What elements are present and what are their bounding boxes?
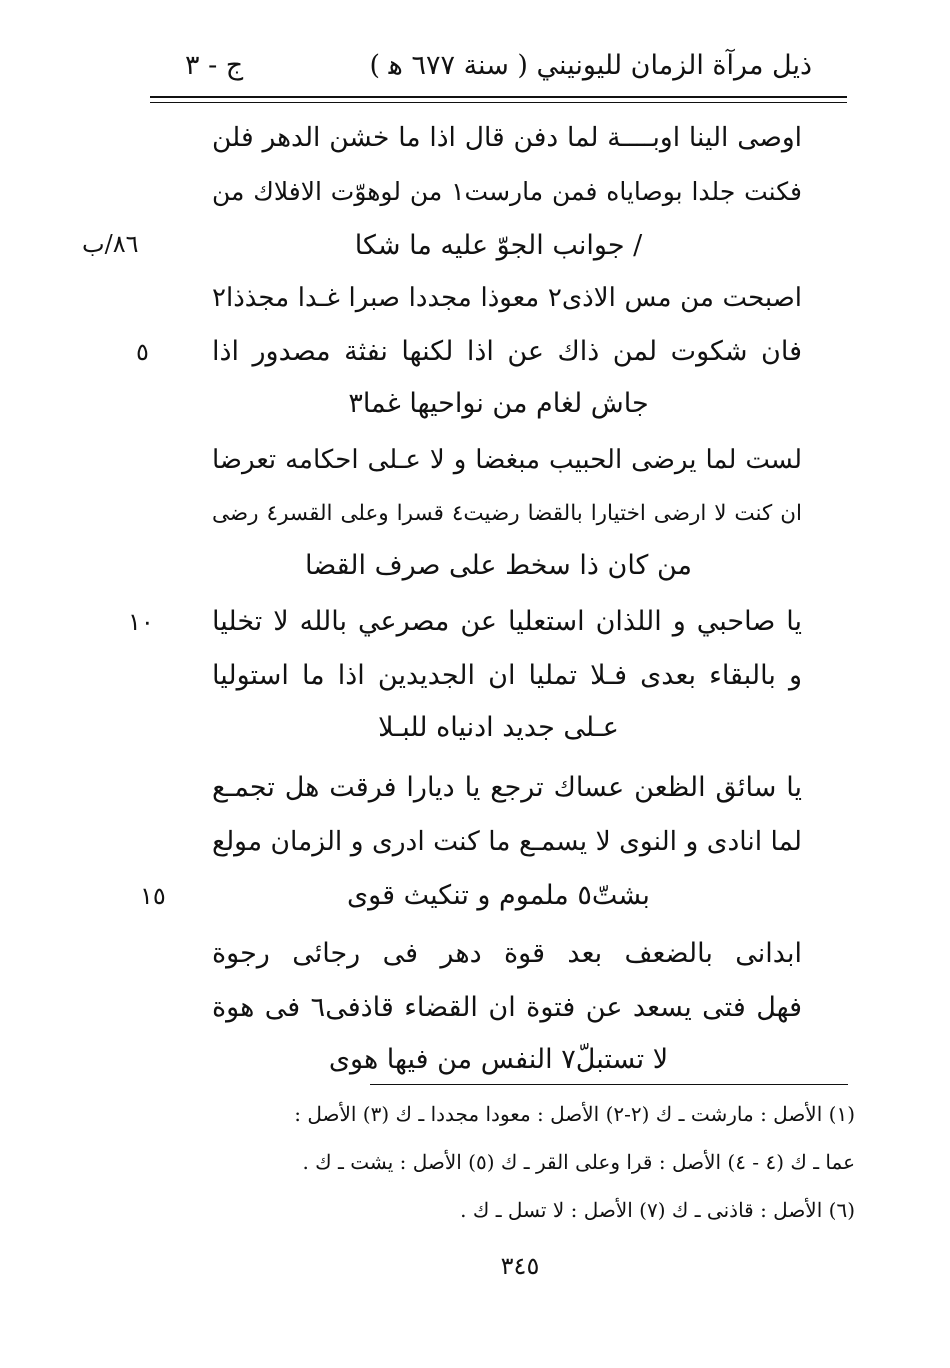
running-title: ذيل مرآة الزمان لليونيني ( سنة ٦٧٧ ﻫ ) <box>369 50 812 81</box>
verse-line: و بالبقاء بعدى فـلا تمليا ان الجديدين اذا ما استوليا <box>212 660 802 691</box>
verse-line: اوصى الينا اوبــــة لما دفن قال اذا ما خشن الدهر فلن <box>212 122 802 153</box>
verse-line: ان كنت لا ارضى اختيارا بالقضا رضيت٤ قسرا وعلى القسر٤ رضى <box>212 501 802 526</box>
verse-line-closing: بشتّ٥ ملموم و تنكيث قوى <box>347 880 650 911</box>
footnote-rule <box>370 1084 848 1085</box>
line-number: ١٠ <box>128 608 154 636</box>
verse-line: اصبحت من مس الاذى٢ معوذا مجددا صبرا غـدا مجذذا٢ <box>212 283 803 313</box>
footnote-line: (٦) الأصل : قاذنى ـ ك (٧) الأصل : لا تسل ـ ك . <box>460 1198 855 1222</box>
page-number: ٣٤٥ <box>500 1252 540 1280</box>
verse-line-closing: جاش لغام من نواحيها غما٣ <box>348 388 649 419</box>
header-rule <box>150 96 847 98</box>
footnote-line: (١) الأصل : مارشت ـ ك (٢-٢) الأصل : معودا مجددا ـ ك (٣) الأصل : <box>294 1102 855 1126</box>
footnote-line: عما ـ ك (٤ - ٤) الأصل : قرا وعلى القر ـ ك (٥) الأصل : يشت ـ ك . <box>302 1150 855 1174</box>
verse-line: فان شكوت لمن ذاك عن اذا لكنها نفثة مصدور اذا <box>212 336 802 367</box>
verse-line: فكنت جلدا بوصاياه فمن مارست١ من لوهوّت الافلاك من <box>212 177 802 206</box>
verse-line: يا سائق الظعن عساك ترجع يا ديارا فرقت هل تجمـع <box>212 772 802 803</box>
verse-line: ابدانى بالضعف بعد قوة دهر فى رجائى رجوة <box>212 938 802 969</box>
verse-line: لست لما يرضى الحبيب مبغضا و لا عـلى احكامه تعرضا <box>212 445 802 475</box>
verse-line-closing: عـلى جديد ادنياه للبـلا <box>378 712 619 743</box>
verse-line: يا صاحبي و اللذان استعليا عن مصرعي بالله لا تخليا <box>212 606 802 637</box>
line-number: ٥ <box>136 338 149 366</box>
verse-line: لما انادى و النوى لا يسمـع ما كنت ادرى و الزمان مولع <box>212 826 802 857</box>
verse-line-closing: من كان ذا سخط على صرف القضا <box>304 550 693 581</box>
folio-marker: ٨٦/ب <box>82 230 139 258</box>
line-number: ١٥ <box>140 882 166 910</box>
volume-number: ج - ٣ <box>185 50 244 81</box>
verse-line: فهل فتى يسعد عن فتوة ان القضاء قاذفى٦ فى هوة <box>212 992 802 1023</box>
verse-line-closing: / جوانب الجوّ عليه ما شكا <box>354 230 643 261</box>
verse-line-closing: لا تستبلّ٧ النفس من فيها هوى <box>328 1044 669 1075</box>
header-rule-thin <box>150 102 847 103</box>
